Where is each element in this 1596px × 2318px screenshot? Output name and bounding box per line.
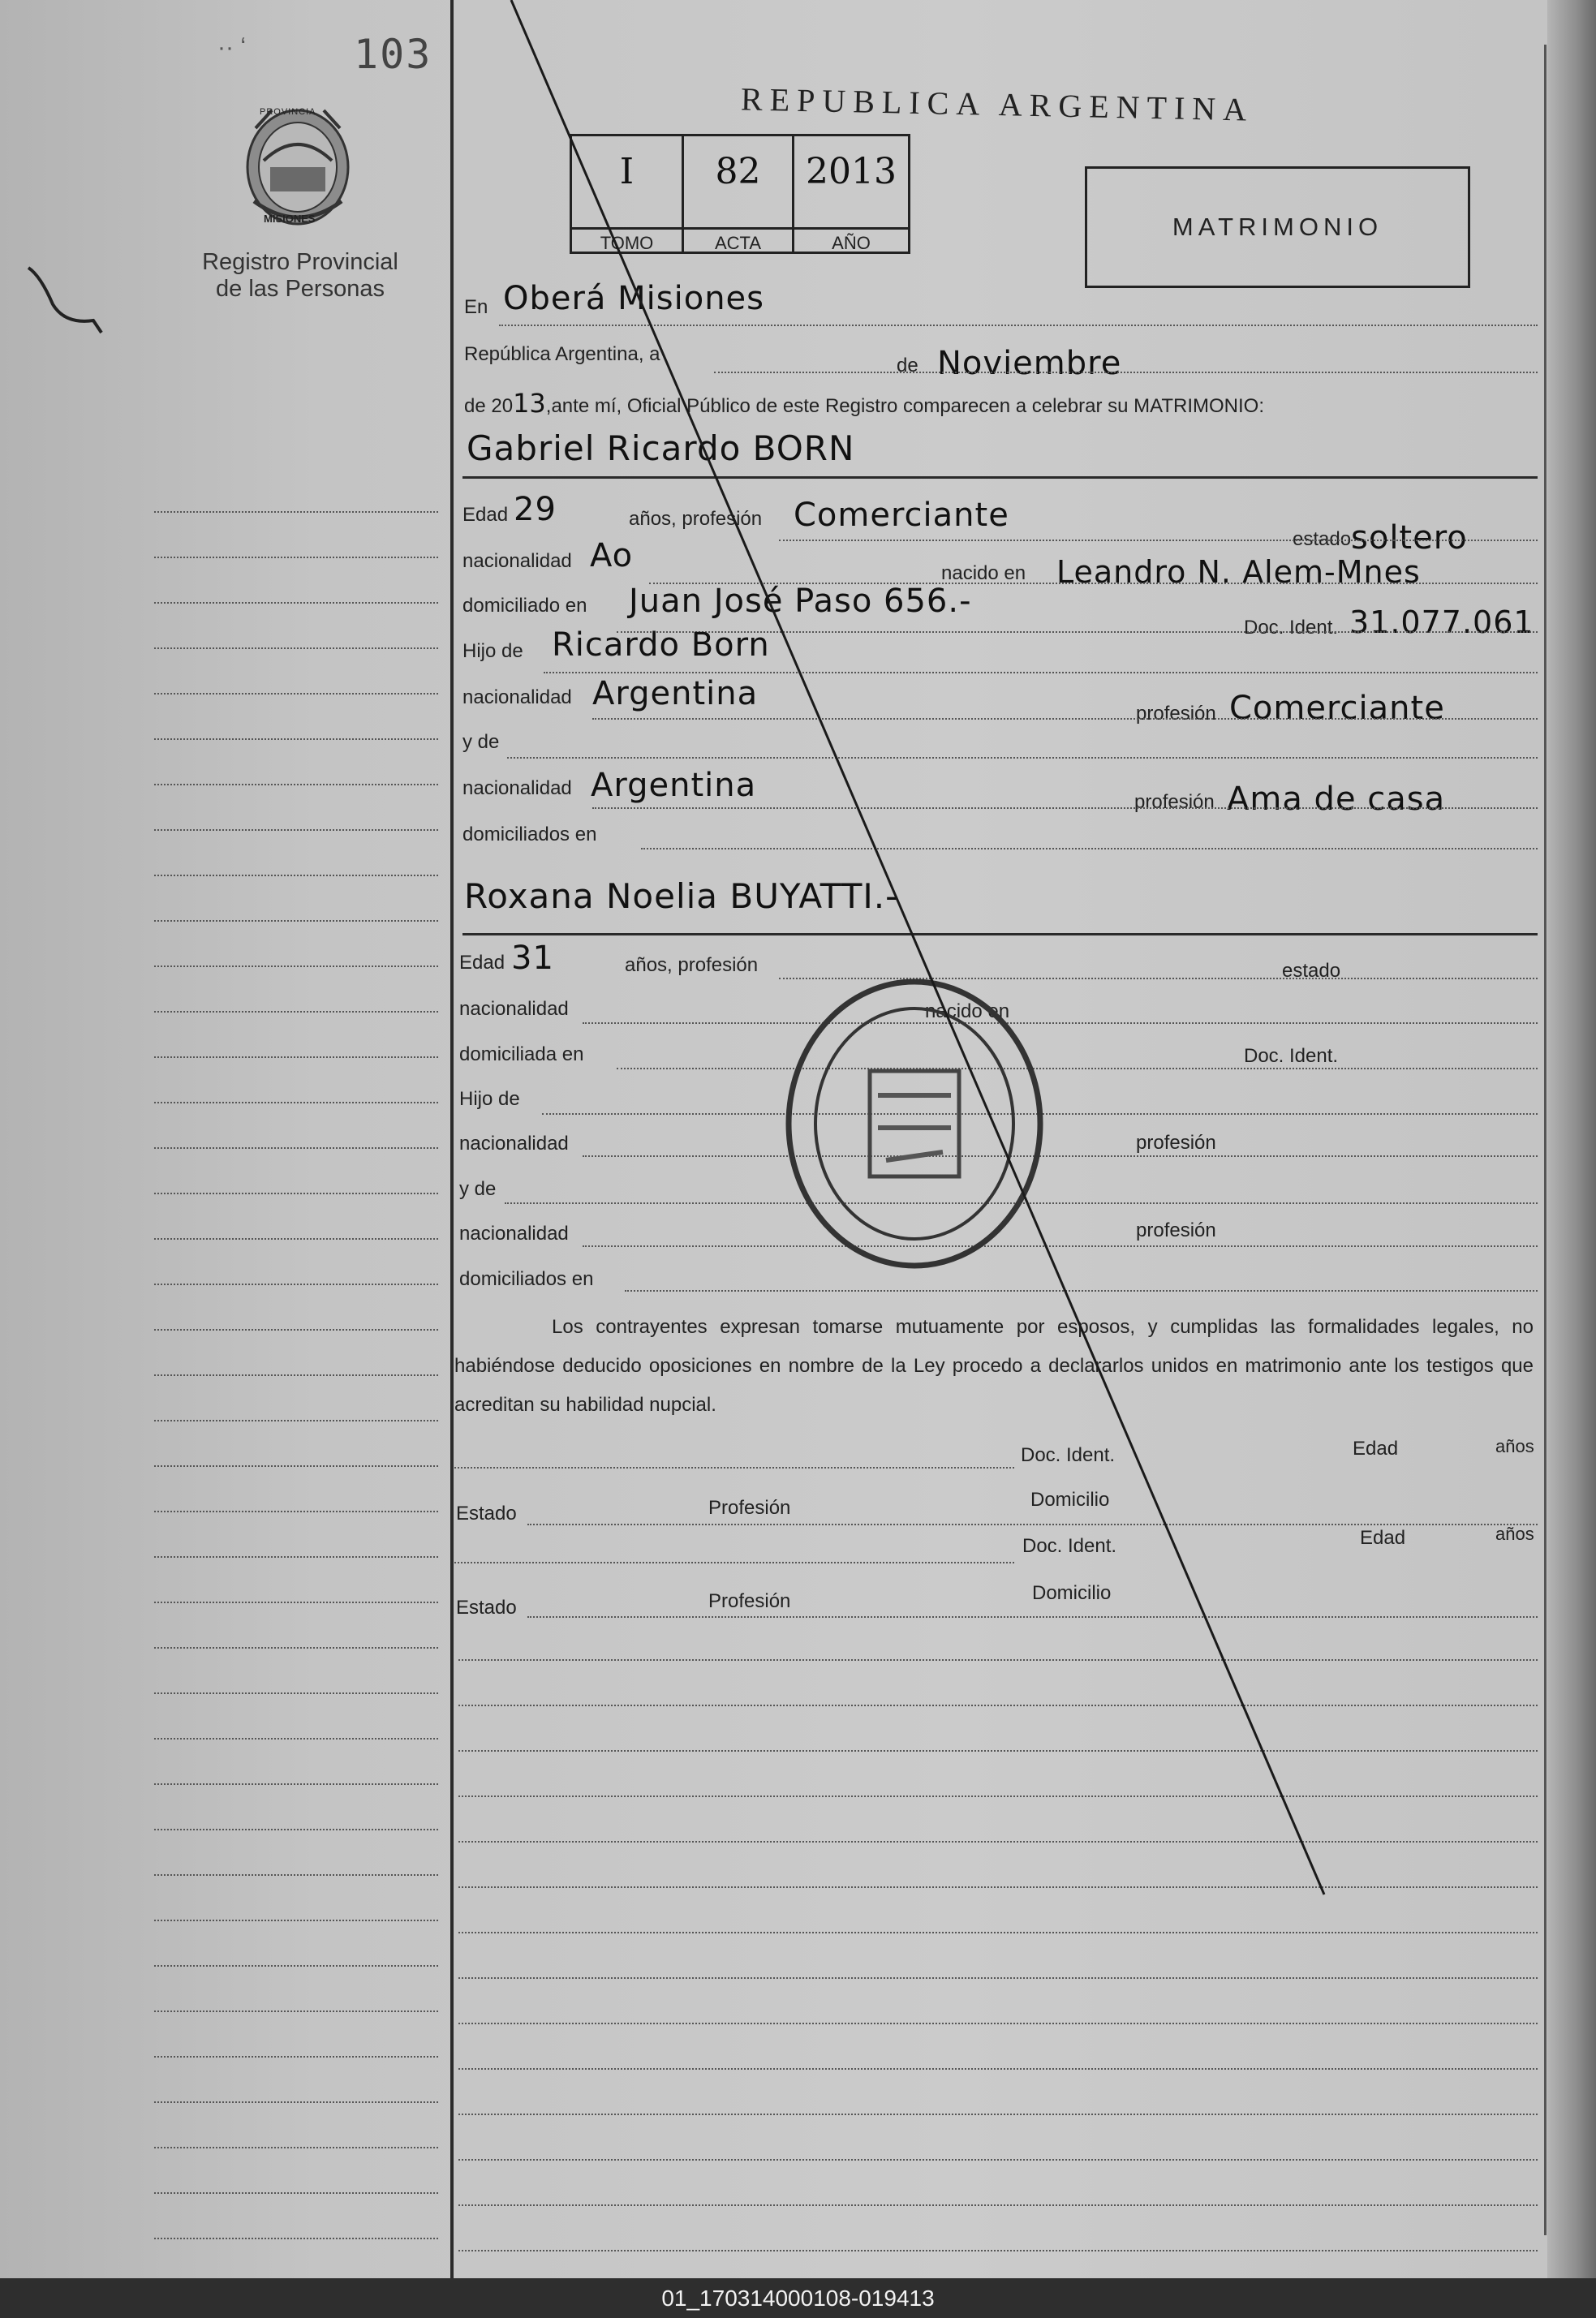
witness2-estado-label: Estado — [456, 1597, 517, 1619]
groom-nacido-label: nacido en — [941, 562, 1026, 584]
witness1-anos-label: años — [1495, 1436, 1534, 1456]
groom-madre-nac-label: nacionalidad — [462, 777, 572, 799]
bride-estado-label: estado — [1282, 960, 1341, 982]
groom-madre-prof: Ama de casa — [1227, 781, 1446, 818]
witness1-estado-label: Estado — [456, 1503, 517, 1525]
bride-edad: 31 — [511, 940, 554, 977]
groom-anos-profesion-label: años, profesión — [629, 508, 763, 530]
groom-estado: soltero — [1351, 519, 1468, 557]
acta-label: ACTA — [684, 227, 792, 252]
document-title: REPUBLICA ARGENTINA — [740, 80, 1254, 128]
bride-nac1-label: nacionalidad — [459, 1133, 569, 1155]
corner-mark: ·· ʻ — [217, 34, 246, 61]
seal-logo-top-text: PROVINCIA — [260, 107, 316, 117]
groom-padre-nac: Argentina — [592, 675, 759, 712]
groom-name: Gabriel Ricardo BORN — [467, 428, 855, 468]
ano-value: 2013 — [806, 151, 897, 192]
groom-padre-prof: Comerciante — [1229, 690, 1445, 727]
bride-anos-profesion-label: años, profesión — [625, 954, 759, 976]
witness2-anos-label: años — [1495, 1524, 1534, 1544]
groom-domicilio: Juan José Paso 656.- — [629, 583, 972, 620]
bride-name: Roxana Noelia BUYATTI.- — [464, 876, 899, 916]
groom-madre-prof-label: profesión — [1134, 791, 1215, 813]
groom-doc-label: Doc. Ident. — [1244, 617, 1339, 639]
bride-hijo-label: Hijo de — [459, 1088, 520, 1110]
groom-domiciliados-label: domiciliados en — [462, 824, 597, 845]
year-prefix: de 20 — [464, 395, 514, 417]
groom-doc: 31.077.061 — [1349, 604, 1534, 640]
scan-id-footer: 01_170314000108-019413 — [0, 2278, 1596, 2318]
groom-edad-label: Edad — [462, 504, 509, 526]
groom-profesion: Comerciante — [794, 497, 1009, 534]
seal-logo-bottom-text: MISIONES — [264, 213, 316, 225]
folio-number: 103 — [354, 31, 432, 78]
bride-nacido-label: nacido en — [925, 1000, 1010, 1022]
ano-label: AÑO — [794, 227, 908, 252]
registry-line-2: de las Personas — [216, 276, 385, 302]
republica-label: República Argentina, a — [464, 343, 660, 365]
groom-estado-label: estado — [1293, 528, 1352, 550]
witness1-edad-label: Edad — [1353, 1438, 1399, 1460]
groom-hijo-label: Hijo de — [462, 640, 523, 662]
groom-nacido: Leandro N. Alem-Mnes — [1056, 554, 1421, 590]
year-digits: 13 — [513, 388, 546, 419]
groom-nacionalidad-label: nacionalidad — [462, 550, 572, 572]
bride-edad-label: Edad — [459, 952, 505, 974]
bride-nacionalidad-label: nacionalidad — [459, 998, 569, 1020]
tomo-label: TOMO — [572, 227, 682, 252]
groom-domiciliado-label: domiciliado en — [462, 595, 587, 617]
de-label: de — [897, 355, 918, 376]
witness1-doc-label: Doc. Ident. — [1021, 1444, 1116, 1466]
witness1-profesion-label: Profesión — [708, 1497, 791, 1519]
groom-padre: Ricardo Born — [552, 626, 770, 664]
witness2-doc-label: Doc. Ident. — [1022, 1535, 1117, 1557]
en-label: En — [464, 296, 488, 318]
groom-edad: 29 — [514, 491, 557, 528]
bride-nac2-label: nacionalidad — [459, 1223, 569, 1245]
declaration-text: Los contrayentes expresan tomarse mutuamente por esposos, y cumplidas las formalidades legales, no habiéndose deducido oposiciones en nombre de la Ley procedo a declararlos unidos en matrimonio ante los testigos que acreditan su habilidad nupcial. — [454, 1316, 1534, 1416]
bride-prof2-label: profesión — [1136, 1219, 1216, 1241]
witness2-edad-label: Edad — [1360, 1527, 1406, 1549]
groom-y-de-label: y de — [462, 731, 500, 753]
groom-padre-nac-label: nacionalidad — [462, 686, 572, 708]
place-value: Oberá Misiones — [503, 280, 765, 317]
bride-y-de-label: y de — [459, 1178, 497, 1200]
year-suffix: ,ante mí, Oficial Público de este Registro comparecen a celebrar su MATRIMONIO: — [545, 395, 1265, 417]
witness2-domicilio-label: Domicilio — [1032, 1582, 1112, 1604]
month-value: Noviembre — [937, 345, 1122, 382]
witness1-domicilio-label: Domicilio — [1030, 1489, 1110, 1511]
bride-domiciliada-label: domiciliada en — [459, 1043, 584, 1065]
record-type-box: MATRIMONIO — [1085, 166, 1470, 288]
registry-line-1: Registro Provincial — [202, 249, 398, 275]
bride-prof1-label: profesión — [1136, 1132, 1216, 1154]
bride-domiciliados-label: domiciliados en — [459, 1268, 594, 1290]
groom-padre-prof-label: profesión — [1136, 703, 1216, 725]
groom-madre-nac: Argentina — [591, 767, 757, 804]
witness2-profesion-label: Profesión — [708, 1590, 791, 1612]
acta-value: 82 — [715, 151, 761, 192]
bride-doc-label: Doc. Ident. — [1244, 1045, 1339, 1067]
groom-nacionalidad: Ao — [590, 537, 634, 574]
tomo-value: I — [619, 151, 635, 192]
